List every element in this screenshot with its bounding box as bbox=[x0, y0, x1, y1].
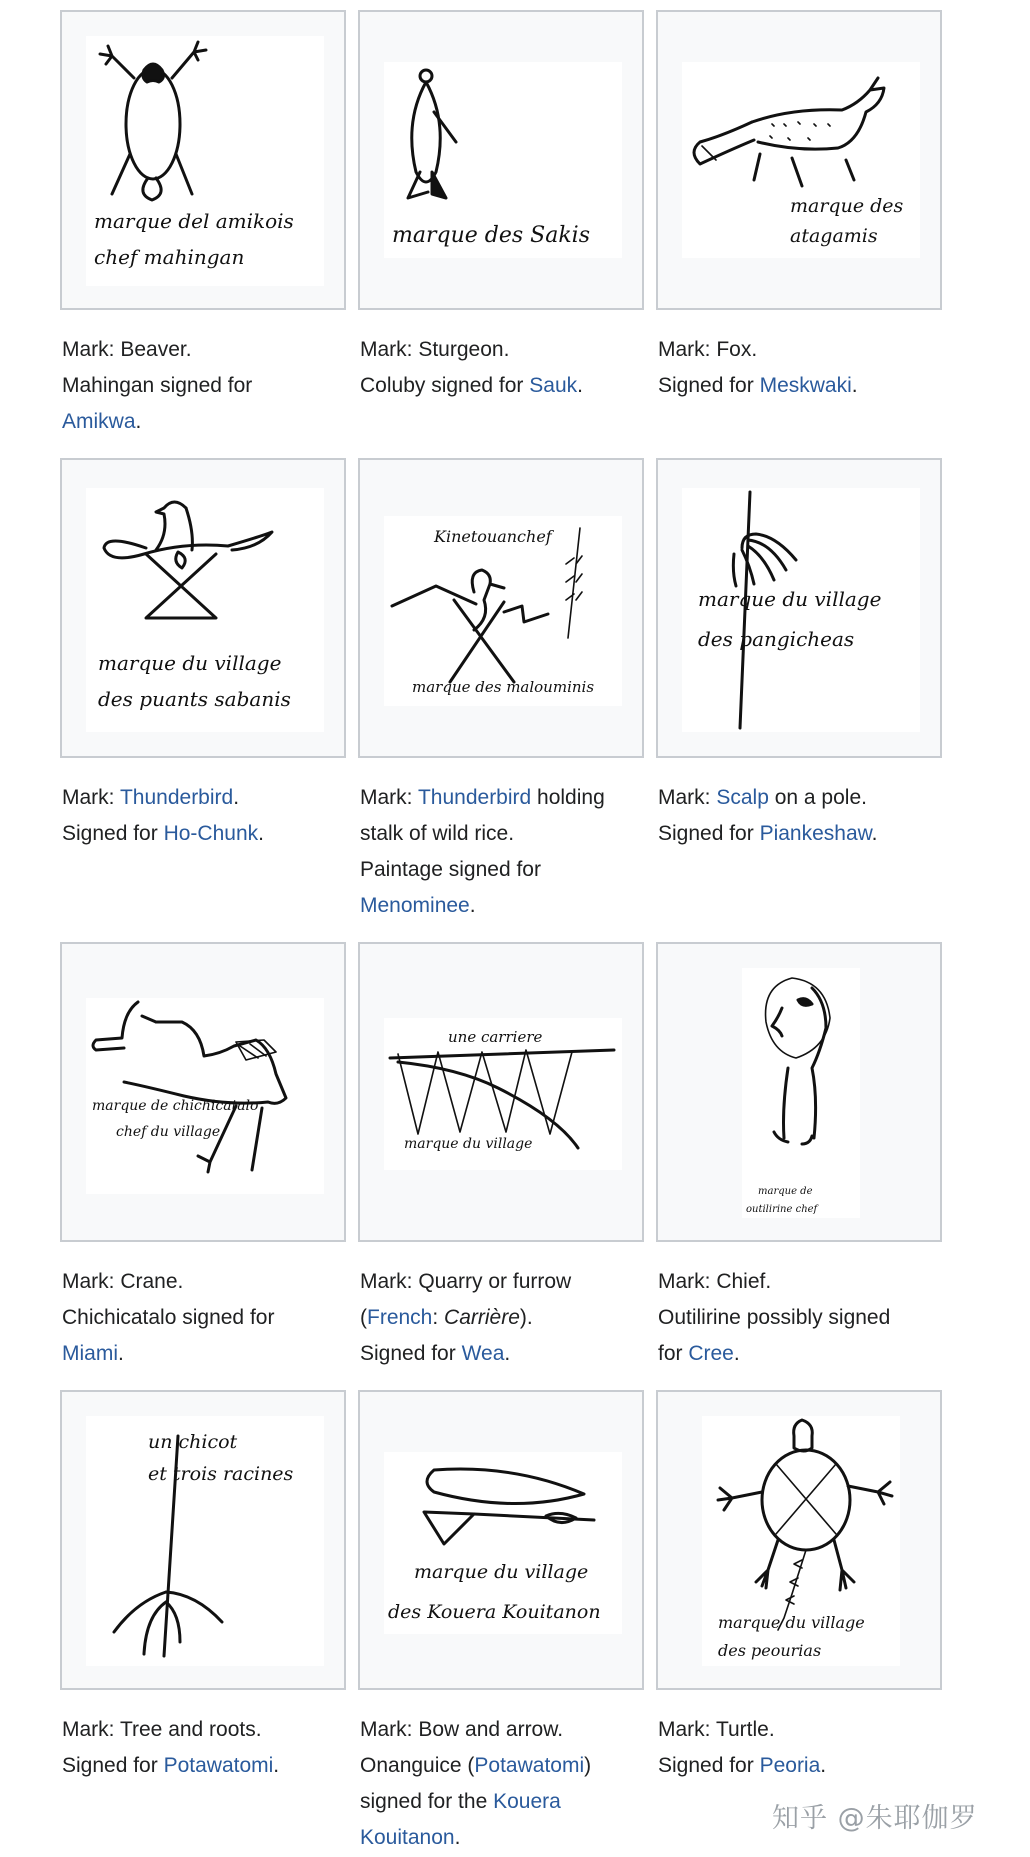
caption-line bbox=[62, 1712, 346, 1748]
caption-link[interactable]: French bbox=[367, 1306, 433, 1329]
chief-mark-image[interactable] bbox=[742, 968, 860, 1218]
mark-inscription: chef mahingan bbox=[94, 245, 245, 269]
mark-inscription: un chicot bbox=[148, 1431, 238, 1453]
caption-line bbox=[658, 816, 942, 852]
caption-link[interactable]: Scalp bbox=[716, 786, 769, 809]
caption-link[interactable]: Piankeshaw bbox=[759, 822, 872, 845]
caption-line bbox=[62, 1264, 346, 1300]
caption-text: . bbox=[454, 1826, 461, 1849]
bow-drawing bbox=[384, 1452, 622, 1634]
mark-inscription: marque de bbox=[758, 1186, 813, 1197]
mark-inscription: Kinetouanchef bbox=[434, 527, 552, 546]
caption bbox=[360, 332, 644, 404]
caption-text: . bbox=[820, 1754, 827, 1777]
thunderbird-mark-image[interactable] bbox=[86, 488, 324, 732]
caption-line bbox=[62, 1336, 346, 1372]
mark-inscription: et trois racines bbox=[148, 1463, 294, 1485]
caption-italic-text: Carrière bbox=[444, 1306, 520, 1329]
caption-line bbox=[62, 780, 346, 816]
thumbnail-frame[interactable] bbox=[656, 458, 942, 758]
caption-line bbox=[360, 1264, 644, 1300]
caption-text: for bbox=[658, 1342, 689, 1365]
caption-link[interactable]: Wea bbox=[461, 1342, 505, 1365]
caption-link[interactable]: Potawatomi bbox=[474, 1754, 585, 1777]
mark-inscription: marque de chichicatalo bbox=[92, 1098, 259, 1114]
caption-line bbox=[360, 1712, 644, 1748]
thumbnail-frame[interactable] bbox=[656, 1390, 942, 1690]
caption-text: . bbox=[135, 410, 142, 433]
mark-inscription: marque des bbox=[790, 195, 904, 217]
scalp-mark-image[interactable] bbox=[682, 488, 920, 732]
caption-text: . bbox=[577, 374, 583, 397]
caption-line bbox=[62, 816, 346, 852]
caption-line bbox=[360, 332, 644, 368]
caption-text: stalk of wild rice. bbox=[360, 822, 515, 845]
thunderbird-rice-mark-image[interactable] bbox=[384, 516, 622, 706]
caption-text: on a pole. bbox=[768, 786, 867, 809]
caption bbox=[658, 332, 942, 404]
sturgeon-mark-image[interactable] bbox=[384, 62, 622, 258]
caption-text: signed for the bbox=[360, 1790, 494, 1813]
thumbnail-frame[interactable] bbox=[358, 942, 644, 1242]
caption-text: Signed for bbox=[360, 1342, 462, 1365]
caption-text: . bbox=[258, 822, 264, 845]
caption-line bbox=[62, 404, 346, 440]
caption-link[interactable]: Cree bbox=[688, 1342, 734, 1365]
mark-inscription: marque du village bbox=[698, 587, 882, 611]
caption-text: . bbox=[233, 786, 240, 809]
caption-line bbox=[62, 332, 346, 368]
mark-inscription: des peourias bbox=[718, 1641, 822, 1660]
quarry-drawing bbox=[384, 1018, 622, 1170]
sturgeon-drawing bbox=[384, 62, 622, 258]
caption-text: Mark: Bow and arrow. bbox=[360, 1718, 564, 1741]
caption-line bbox=[658, 368, 942, 404]
caption bbox=[360, 1712, 644, 1856]
mark-inscription: des pangicheas bbox=[698, 627, 855, 651]
caption-text: . bbox=[504, 1342, 511, 1365]
caption-text: . bbox=[118, 1342, 124, 1365]
caption-text: Mark: Chief. bbox=[658, 1270, 772, 1293]
caption-link[interactable]: Thunderbird bbox=[119, 786, 234, 809]
caption-text: ) bbox=[584, 1754, 592, 1777]
caption-text: ( bbox=[360, 1306, 367, 1329]
turtle-drawing bbox=[702, 1416, 900, 1666]
caption-line bbox=[658, 332, 942, 368]
caption-text: Coluby signed for bbox=[360, 374, 530, 397]
caption-link[interactable]: Ho-Chunk bbox=[163, 822, 259, 845]
turtle-mark-image[interactable] bbox=[702, 1416, 900, 1666]
caption-text: . bbox=[273, 1754, 280, 1777]
scalp-drawing bbox=[682, 488, 920, 732]
caption-link[interactable]: Amikwa bbox=[62, 410, 136, 433]
thumbnail-frame[interactable] bbox=[656, 10, 942, 310]
caption-link[interactable]: Miami bbox=[62, 1342, 118, 1365]
caption-link[interactable]: Potawatomi bbox=[163, 1754, 274, 1777]
caption-line bbox=[360, 780, 644, 816]
thumbnail-frame[interactable] bbox=[60, 458, 346, 758]
thumbnail-frame[interactable] bbox=[60, 10, 346, 310]
fox-drawing bbox=[682, 62, 920, 258]
watermark-text: 知乎 @朱耶伽罗 bbox=[772, 1803, 978, 1834]
mark-inscription: marque du village bbox=[414, 1561, 589, 1583]
caption-text: Onanguice ( bbox=[360, 1754, 475, 1777]
beaver-drawing bbox=[86, 36, 324, 286]
caption-link[interactable]: Peoria bbox=[759, 1754, 821, 1777]
caption-line bbox=[658, 780, 942, 816]
caption-line bbox=[360, 816, 644, 852]
thunderbird-rice-drawing bbox=[384, 516, 622, 706]
caption bbox=[658, 1264, 942, 1372]
caption-link[interactable]: Sauk bbox=[529, 374, 578, 397]
caption-line bbox=[658, 1748, 942, 1784]
caption-line bbox=[658, 1336, 942, 1372]
caption-text: Outilirine possibly signed bbox=[658, 1306, 891, 1329]
mark-inscription: atagamis bbox=[790, 225, 878, 247]
caption-text: . bbox=[733, 1342, 740, 1365]
caption-line bbox=[360, 1748, 644, 1784]
caption-line bbox=[360, 1336, 644, 1372]
caption-text: holding bbox=[531, 786, 605, 809]
mark-inscription: outilirine chef bbox=[746, 1204, 818, 1215]
mark-inscription: marque del amikois bbox=[94, 209, 294, 233]
caption-line bbox=[658, 1264, 942, 1300]
caption bbox=[62, 1264, 346, 1372]
caption-text: . bbox=[871, 822, 878, 845]
mark-inscription: marque du village bbox=[718, 1613, 865, 1632]
caption-text: Mark: Tree and roots. bbox=[62, 1718, 262, 1741]
caption-text: Signed for bbox=[658, 374, 760, 397]
caption-text: Signed for bbox=[62, 822, 164, 845]
caption-text: ). bbox=[519, 1306, 533, 1329]
caption-text: Mark: bbox=[360, 786, 418, 809]
mark-inscription: marque des malouminis bbox=[412, 678, 595, 696]
caption-text: Paintage signed for bbox=[360, 858, 541, 881]
caption bbox=[658, 1712, 942, 1784]
caption-line bbox=[62, 1748, 346, 1784]
caption bbox=[360, 780, 644, 924]
caption-line bbox=[360, 852, 644, 888]
caption bbox=[62, 780, 346, 852]
caption-line bbox=[62, 1300, 346, 1336]
caption-text: Chichicatalo signed for bbox=[62, 1306, 275, 1329]
caption-text: . bbox=[469, 894, 476, 917]
fox-mark-image[interactable] bbox=[682, 62, 920, 258]
chief-drawing bbox=[742, 968, 860, 1218]
crane-drawing bbox=[86, 998, 324, 1194]
tree-drawing bbox=[86, 1416, 324, 1666]
caption-line bbox=[360, 1784, 644, 1820]
caption-line bbox=[658, 1300, 942, 1336]
caption-link[interactable]: Thunderbird bbox=[417, 786, 532, 809]
caption-text: Mark: Fox. bbox=[658, 338, 758, 361]
caption-line bbox=[658, 1712, 942, 1748]
caption-text: Mark: Sturgeon. bbox=[360, 338, 510, 361]
thumbnail-frame[interactable] bbox=[656, 942, 942, 1242]
caption-text: Signed for bbox=[658, 1754, 760, 1777]
caption-line bbox=[360, 888, 644, 924]
quarry-mark-image[interactable] bbox=[384, 1018, 622, 1170]
caption-line bbox=[360, 1300, 644, 1336]
thumbnail-frame[interactable] bbox=[358, 1390, 644, 1690]
caption-text: Mark: Beaver. bbox=[62, 338, 192, 361]
crane-mark-image[interactable] bbox=[86, 998, 324, 1194]
tree-mark-image[interactable] bbox=[86, 1416, 324, 1666]
caption-text: Mark: Quarry or furrow bbox=[360, 1270, 572, 1293]
caption bbox=[360, 1264, 644, 1372]
thumbnail-frame[interactable] bbox=[60, 1390, 346, 1690]
caption-text: Mark: bbox=[62, 786, 120, 809]
caption bbox=[658, 780, 942, 852]
caption bbox=[62, 332, 346, 440]
caption-text: Mark: Turtle. bbox=[658, 1718, 775, 1741]
mark-inscription: une carriere bbox=[448, 1028, 543, 1046]
caption-text: Mark: bbox=[658, 786, 717, 809]
mark-inscription: des Kouera Kouitanon bbox=[388, 1601, 601, 1623]
beaver-mark-image[interactable] bbox=[86, 36, 324, 286]
caption-text: Signed for bbox=[658, 822, 760, 845]
mark-inscription: marque du village bbox=[98, 651, 282, 675]
caption-text: Signed for bbox=[62, 1754, 164, 1777]
thumbnail-frame[interactable] bbox=[60, 942, 346, 1242]
caption-text: . bbox=[851, 374, 858, 397]
caption-link[interactable]: Meskwaki bbox=[759, 374, 852, 397]
caption-link[interactable]: Kouera bbox=[493, 1790, 561, 1813]
caption-text: : bbox=[432, 1306, 445, 1329]
caption-line bbox=[360, 1820, 644, 1856]
mark-inscription: des puants sabanis bbox=[98, 687, 291, 711]
caption-text: Mahingan signed for bbox=[62, 374, 253, 397]
caption-link[interactable]: Menominee bbox=[360, 894, 470, 917]
caption-text: Mark: Crane. bbox=[62, 1270, 184, 1293]
bow-mark-image[interactable] bbox=[384, 1452, 622, 1634]
mark-inscription: marque du village bbox=[404, 1136, 533, 1152]
caption-line bbox=[360, 368, 644, 404]
caption bbox=[62, 1712, 346, 1784]
thunderbird-drawing bbox=[86, 488, 324, 732]
mark-inscription: marque des Sakis bbox=[392, 223, 590, 248]
caption-line bbox=[62, 368, 346, 404]
caption-link[interactable]: Kouitanon bbox=[360, 1826, 455, 1849]
mark-inscription: chef du village bbox=[116, 1124, 221, 1140]
thumbnail-frame[interactable] bbox=[358, 10, 644, 310]
thumbnail-frame[interactable] bbox=[358, 458, 644, 758]
